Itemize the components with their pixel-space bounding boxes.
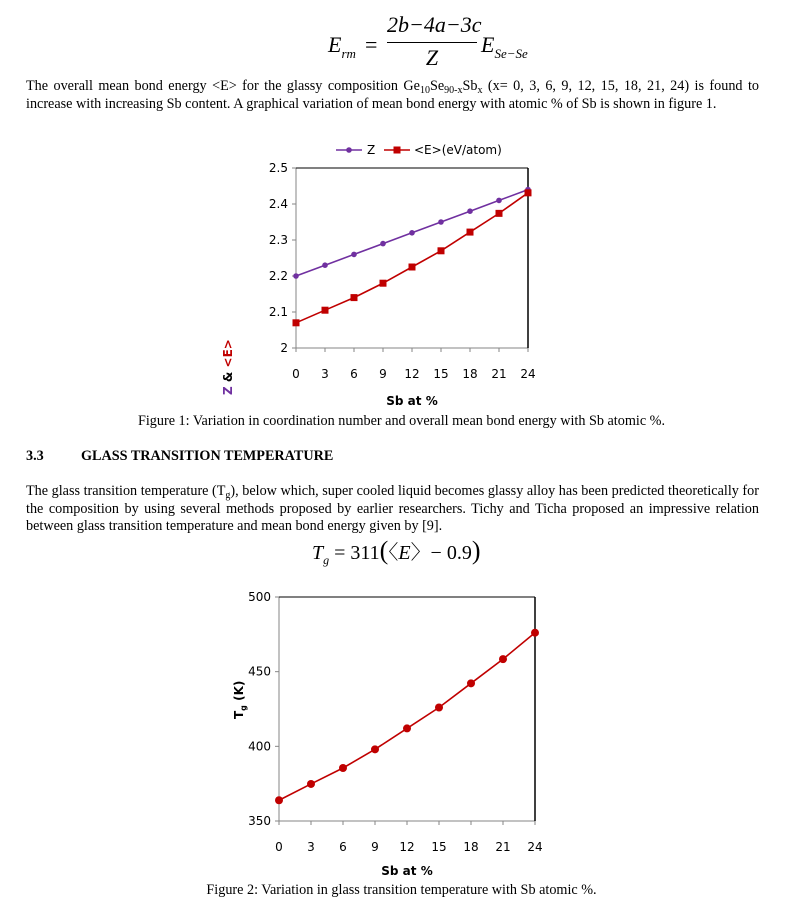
chart1-x-tick-label: 21 xyxy=(491,367,507,381)
chart1-y-tick-label: 2.4 xyxy=(268,197,288,211)
eq1-denominator: Z xyxy=(425,45,439,70)
chart1-point xyxy=(496,198,502,204)
chart1-y-axis-label xyxy=(221,339,235,395)
eq1-numerator: 2b−4a−3c xyxy=(387,12,482,37)
section-heading xyxy=(26,448,333,465)
eq1-equals: = xyxy=(365,32,378,57)
paragraph-2: The glass transition temperature $(T_g)$, below which, super cooled liquid becomes glassy alloy has been predicted theoretically for the composition by using several methods proposed by earlier researchers. Tichy and Ticha proposed an impressive relation between glass transition temperature and mean bond energy given by [9]. xyxy=(26,483,759,534)
chart2-point xyxy=(499,655,507,663)
chart1-x-tick-label: 6 xyxy=(350,367,358,381)
chart2-x-tick-label: 12 xyxy=(399,840,415,854)
chart2-point xyxy=(307,780,315,788)
chart1-point xyxy=(525,189,532,196)
equation-2: $T_g = 311$(〈E〉− 0.9) xyxy=(312,536,481,567)
svg-text:Tg (K): $T_g$ (K) xyxy=(232,680,248,719)
chart2-y-tick-label: 400 xyxy=(248,739,271,754)
chart2-x-tick-label: 21 xyxy=(495,840,511,854)
chart2-point xyxy=(403,724,411,732)
paragraph-1: The overall mean bond energy <E> for the glassy composition $Ge_{10}Se_{90-x}Sb_x$ (x= 0, 3, 6, 9, 12, 15, 18, 21, 24) is found to increase with increasing Sb content. A graphical variation of mean bond energy with atomic % of Sb is shown in figure 1. xyxy=(26,78,759,112)
chart2-point xyxy=(531,629,539,637)
chart1-point xyxy=(380,280,387,287)
chart2-y-tick-label: 500 xyxy=(248,590,271,604)
figure-2-chart xyxy=(0,585,803,880)
chart1-point xyxy=(409,230,415,236)
eq1-fraction-bar xyxy=(387,42,477,43)
chart2-x-axis-label: Sb at % xyxy=(381,864,433,878)
figure-1-chart xyxy=(0,135,803,410)
chart1-point xyxy=(322,307,329,314)
chart2-x-tick-label: 15 xyxy=(431,840,447,854)
chart2-point xyxy=(371,745,379,753)
chart1-y-tick-label: 2.2 xyxy=(268,269,288,283)
chart2-point xyxy=(275,796,283,804)
chart2-y-tick-label: 350 xyxy=(248,814,271,828)
chart1-y-label-amp: & xyxy=(221,367,235,387)
eq2-rhs: = 311(〈E〉− 0.9) xyxy=(334,536,481,565)
chart1-point xyxy=(496,210,503,217)
eq1-rhs: $E_{Se-Se}$ xyxy=(481,32,528,61)
chart2-x-tick-label: 18 xyxy=(463,840,479,854)
legend-z-label: Z xyxy=(367,143,376,157)
chart2-y-tick-label: 450 xyxy=(248,664,271,679)
chart1-x-tick-label: 15 xyxy=(433,367,449,381)
chart2-series-line-0 xyxy=(279,633,535,801)
chart1-series xyxy=(293,187,532,326)
chart1-x-tick-label: 12 xyxy=(404,367,420,381)
chart2-point xyxy=(339,764,347,772)
chart2-x-tick-label: 6 xyxy=(339,840,347,854)
chart1-point xyxy=(467,208,473,214)
chart1-point xyxy=(467,229,474,236)
chart1-point xyxy=(409,264,416,271)
section-title: GLASS TRANSITION TEMPERATURE xyxy=(81,448,334,464)
chart1-point xyxy=(293,273,299,279)
figure-1-caption: Figure 1: Variation in coordination number and overall mean bond energy with Sb atomic %. xyxy=(137,413,666,429)
chart2-point xyxy=(435,704,443,712)
chart1-point xyxy=(293,319,300,326)
legend-z-marker xyxy=(346,147,352,153)
chart1-y-tick-label: 2.5 xyxy=(268,161,288,175)
chart1-point xyxy=(380,241,386,247)
legend-e-label: <E>(eV/atom) xyxy=(414,143,502,157)
chart2-series xyxy=(275,629,539,805)
chart1-point xyxy=(438,247,445,254)
chart1-x-tick-label: 0 xyxy=(292,367,300,381)
figure-2-caption: Figure 2: Variation in glass transition temperature with Sb atomic %. xyxy=(206,882,597,898)
chart1-point xyxy=(322,262,328,268)
chart2-axes xyxy=(248,590,543,854)
chart2-x-tick-label: 9 xyxy=(371,840,379,854)
chart1-legend xyxy=(336,143,502,157)
chart1-y-tick-label: 2.3 xyxy=(268,233,288,247)
chart1-series-line-1 xyxy=(296,193,528,323)
chart2-point xyxy=(467,679,475,687)
chart1-y-label-z: Z xyxy=(221,386,235,395)
chart2-y-axis-label xyxy=(232,681,248,719)
legend-e-marker xyxy=(394,147,401,154)
chart2-x-tick-label: 0 xyxy=(275,840,283,854)
chart1-y-tick-label: 2 xyxy=(280,341,288,355)
svg-text:Z & <E> xyxy=(221,339,235,395)
chart1-x-tick-label: 18 xyxy=(462,367,478,381)
chart1-point xyxy=(438,219,444,225)
chart1-x-tick-label: 9 xyxy=(379,367,387,381)
chart1-x-tick-label: 3 xyxy=(321,367,329,381)
chart2-x-tick-label: 24 xyxy=(527,840,543,854)
equation-1 xyxy=(285,12,528,74)
chart2-x-tick-label: 3 xyxy=(307,840,315,854)
section-number: 3.3 xyxy=(26,448,44,464)
chart1-y-tick-label: 2.1 xyxy=(268,305,288,319)
chart1-point xyxy=(351,252,357,258)
chart1-y-label-e: <E> xyxy=(221,339,235,368)
chart1-point xyxy=(351,294,358,301)
chart1-x-tick-label: 24 xyxy=(520,367,536,381)
eq1-lhs: $E_{rm}$ xyxy=(328,32,356,61)
chart1-x-axis-label: Sb at % xyxy=(386,394,438,408)
